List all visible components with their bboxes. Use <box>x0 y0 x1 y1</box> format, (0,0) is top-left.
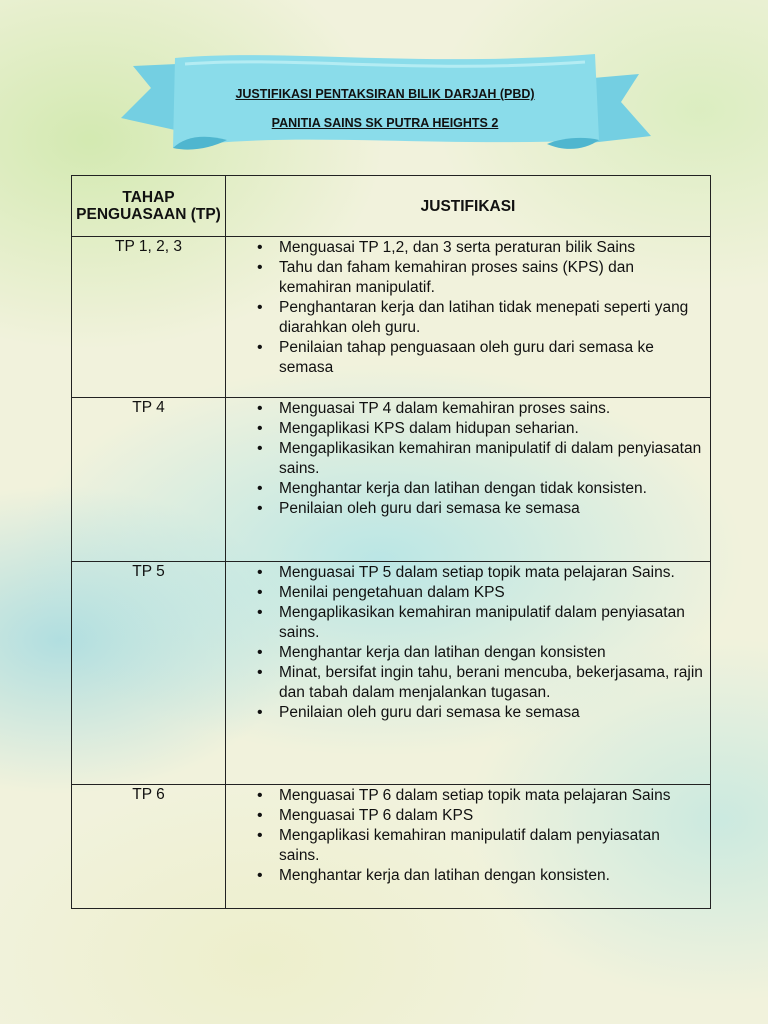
justification-cell <box>226 562 711 785</box>
tp-level: TP 6 <box>72 785 226 909</box>
list-item: • Menguasai TP 6 dalam KPS <box>226 806 704 826</box>
justification-table <box>71 175 711 909</box>
header-tp: TAHAP PENGUASAAN (TP) <box>72 176 226 237</box>
justification-list <box>226 398 710 519</box>
banner-subtitle: PANITIA SAINS SK PUTRA HEIGHTS 2 <box>271 116 499 130</box>
list-item: • Menghantar kerja dan latihan dengan tidak konsisten. <box>226 479 704 499</box>
title-banner <box>115 44 655 156</box>
list-item: • Mengaplikasi kemahiran manipulatif dalam penyiasatan sains. <box>226 826 704 866</box>
list-item: • Menghantar kerja dan latihan dengan konsisten <box>226 643 704 663</box>
table-row <box>72 398 711 562</box>
table-row <box>72 785 711 909</box>
justification-cell <box>226 398 711 562</box>
list-item: • Tahu dan faham kemahiran proses sains (KPS) dan kemahiran manipulatif. <box>226 258 704 298</box>
list-item: • Penilaian oleh guru dari semasa ke semasa <box>226 499 704 519</box>
list-item: • Penilaian oleh guru dari semasa ke semasa <box>226 703 704 723</box>
justification-list <box>226 785 710 886</box>
list-item: • Penilaian tahap penguasaan oleh guru dari semasa ke semasa <box>226 338 704 378</box>
tp-level: TP 1, 2, 3 <box>72 237 226 398</box>
table-row <box>72 562 711 785</box>
list-item: • Menguasai TP 4 dalam kemahiran proses sains. <box>226 399 704 419</box>
list-item: • Menilai pengetahuan dalam KPS <box>226 583 704 603</box>
justification-list <box>226 562 710 723</box>
list-item: • Minat, bersifat ingin tahu, berani mencuba, bekerjasama, rajin dan tabah dalam menjalankan tugasan. <box>226 663 704 703</box>
table-row <box>72 237 711 398</box>
justification-list <box>226 237 710 378</box>
list-item: • Mengaplikasi KPS dalam hidupan seharian. <box>226 419 704 439</box>
list-item: • Menguasai TP 1,2, dan 3 serta peraturan bilik Sains <box>226 238 704 258</box>
tp-level: TP 4 <box>72 398 226 562</box>
tp-level: TP 5 <box>72 562 226 785</box>
list-item: • Menghantar kerja dan latihan dengan konsisten. <box>226 866 704 886</box>
justification-cell <box>226 237 711 398</box>
table-header-row <box>72 176 711 237</box>
list-item: • Menguasai TP 5 dalam setiap topik mata pelajaran Sains. <box>226 563 704 583</box>
header-justifikasi: JUSTIFIKASI <box>226 176 711 237</box>
justification-cell <box>226 785 711 909</box>
list-item: • Menguasai TP 6 dalam setiap topik mata pelajaran Sains <box>226 786 704 806</box>
list-item: • Mengaplikasikan kemahiran manipulatif dalam penyiasatan sains. <box>226 603 704 643</box>
list-item: • Penghantaran kerja dan latihan tidak menepati seperti yang diarahkan oleh guru. <box>226 298 704 338</box>
list-item: • Mengaplikasikan kemahiran manipulatif di dalam penyiasatan sains. <box>226 439 704 479</box>
banner-title: JUSTIFIKASI PENTAKSIRAN BILIK DARJAH (PBD) <box>235 87 535 101</box>
